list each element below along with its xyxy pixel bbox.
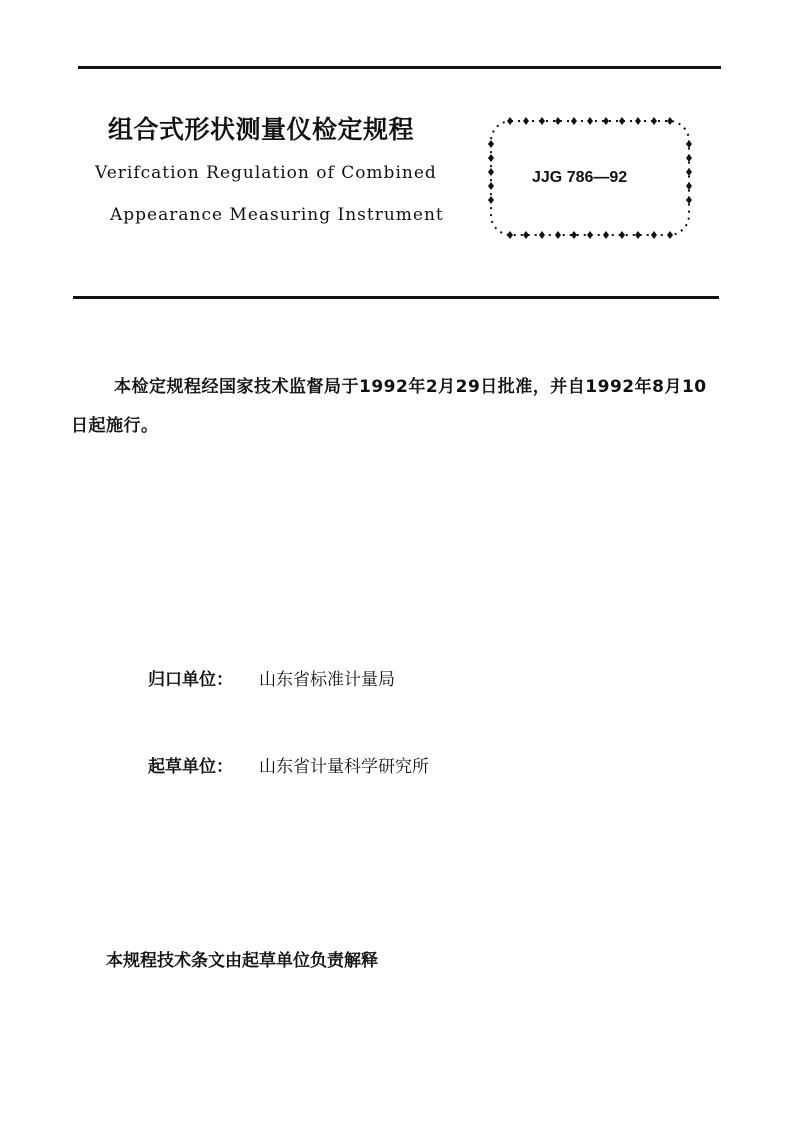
title-english-line-2: Appearance Measuring Instrument xyxy=(110,205,444,225)
border-diamond xyxy=(686,154,692,162)
border-diamond xyxy=(619,117,625,125)
border-diamond xyxy=(571,117,577,125)
border-diamond xyxy=(539,231,545,239)
border-diamond xyxy=(686,196,692,204)
border-diamond xyxy=(686,140,692,148)
title-chinese: 组合式形状测量仪检定规程 xyxy=(108,115,415,144)
border-diamond xyxy=(635,117,641,125)
border-diamond xyxy=(686,182,692,190)
responsible-unit-value: 山东省标准计量局 xyxy=(259,670,395,690)
border-diamond xyxy=(667,117,673,125)
border-diamond xyxy=(587,231,593,239)
border-diamond xyxy=(507,231,513,239)
drafting-unit-label: 起草单位： xyxy=(148,757,233,777)
border-diamond xyxy=(488,140,494,148)
border-diamond xyxy=(523,117,529,125)
border-diamond xyxy=(571,231,577,239)
drafting-unit-value: 山东省计量科学研究所 xyxy=(259,757,429,777)
interpretation-note: 本规程技术条文由起草单位负责解释 xyxy=(106,951,378,971)
border-diamond xyxy=(667,231,673,239)
standard-code-box xyxy=(484,114,696,242)
approval-statement: 本检定规程经国家技术监督局于1992年2月29日批准，并自1992年8月10日起施行。 xyxy=(71,377,707,436)
border-diamond xyxy=(651,117,657,125)
border-diamond xyxy=(555,231,561,239)
drafting-unit-row xyxy=(148,752,429,777)
responsible-unit-label: 归口单位： xyxy=(148,670,233,690)
border-diamond xyxy=(686,168,692,176)
border-diamond xyxy=(488,154,494,162)
border-diamond xyxy=(488,196,494,204)
top-rule xyxy=(78,66,721,69)
border-diamond xyxy=(488,182,494,190)
border-diamond xyxy=(635,231,641,239)
border-diamond xyxy=(603,231,609,239)
border-diamond xyxy=(488,168,494,176)
border-diamond xyxy=(539,117,545,125)
border-diamond xyxy=(507,117,513,125)
border-diamond xyxy=(587,117,593,125)
border-diamond xyxy=(603,117,609,125)
border-diamond xyxy=(523,231,529,239)
border-diamond xyxy=(651,231,657,239)
title-english-line-1: Verifcation Regulation of Combined xyxy=(95,163,437,183)
bottom-rule xyxy=(73,296,719,299)
border-diamond xyxy=(619,231,625,239)
border-diamond xyxy=(555,117,561,125)
standard-code: JJG 786—92 xyxy=(532,169,628,186)
responsible-unit-row xyxy=(148,665,395,690)
